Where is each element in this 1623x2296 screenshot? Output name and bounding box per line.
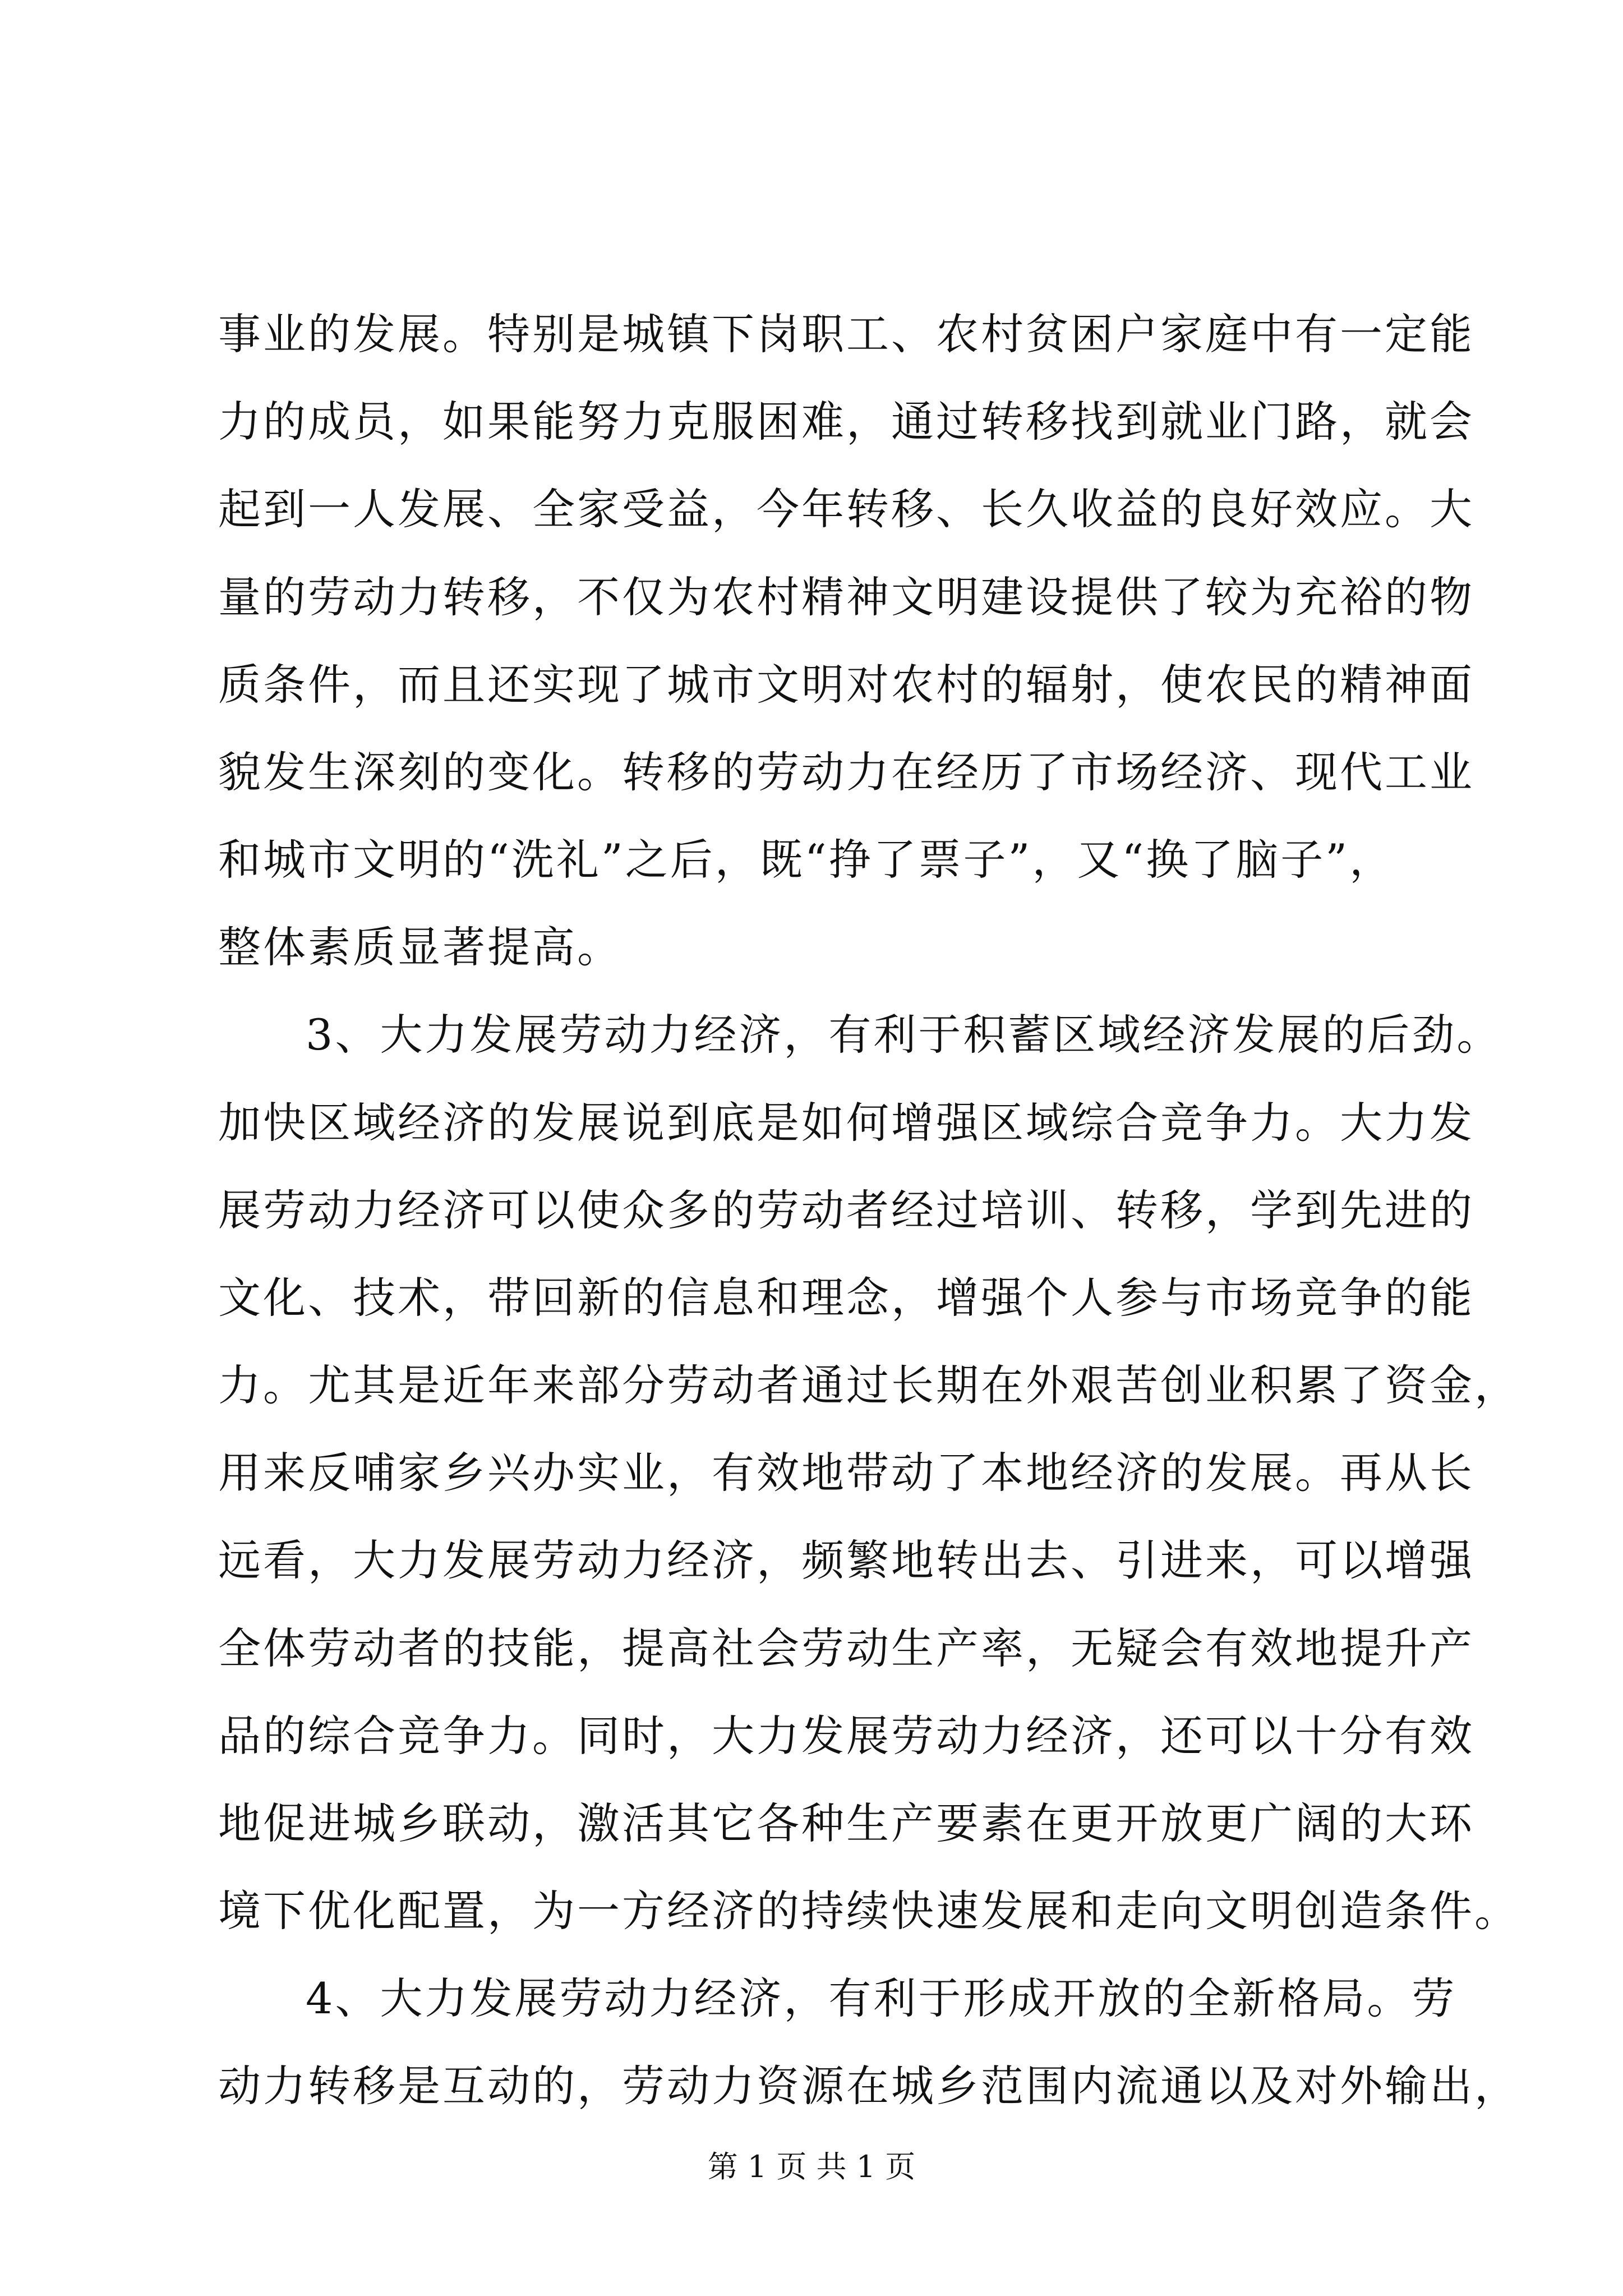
text-line: 文化、技术，带回新的信息和理念，增强个人参与市场竞争的能 <box>218 1273 1474 1323</box>
paragraph-start-line: 4、大力发展劳动力经济，有利于形成开放的全新格局。劳 <box>306 1973 1457 2023</box>
text-line: 地促进城乡联动，激活其它各种生产要素在更开放更广阔的大环 <box>218 1798 1474 1848</box>
text-line: 起到一人发展、全家受益，今年转移、长久收益的良好效应。大 <box>218 484 1474 534</box>
text-line: 品的综合竞争力。同时，大力发展劳动力经济，还可以十分有效 <box>218 1711 1474 1761</box>
text-line: 力的成员，如果能努力克服困难，通过转移找到就业门路，就会 <box>218 397 1474 447</box>
text-line: 事业的发展。特别是城镇下岗职工、农村贫困户家庭中有一定能 <box>218 309 1474 359</box>
page-footer: 第 1 页 共 1 页 <box>707 2149 916 2184</box>
paragraph-start-line: 3、大力发展劳动力经济，有利于积蓄区域经济发展的后劲。 <box>306 1010 1502 1060</box>
text-line: 境下优化配置，为一方经济的持续快速发展和走向文明创造条件。 <box>218 1886 1519 1936</box>
text-line: 貌发生深刻的变化。转移的劳动力在经历了市场经济、现代工业 <box>218 747 1474 797</box>
text-line: 量的劳动力转移，不仅为农村精神文明建设提供了较为充裕的物 <box>218 572 1474 622</box>
text-line: 远看，大力发展劳动力经济，频繁地转出去、引进来，可以增强 <box>218 1535 1474 1585</box>
text-line: 力。尤其是近年来部分劳动者通过长期在外艰苦创业积累了资金， <box>218 1360 1519 1410</box>
text-line: 质条件，而且还实现了城市文明对农村的辐射，使农民的精神面 <box>218 660 1474 710</box>
text-line: 用来反哺家乡兴办实业，有效地带动了本地经济的发展。再从长 <box>218 1448 1474 1498</box>
text-line: 加快区域经济的发展说到底是如何增强区域综合竞争力。大力发 <box>218 1098 1474 1148</box>
text-line: 和城市文明的“洗礼”之后，既“挣了票子”，又“换了脑子”， <box>218 835 1395 885</box>
text-line: 全体劳动者的技能，提高社会劳动生产率，无疑会有效地提升产 <box>218 1623 1474 1673</box>
text-line: 整体素质显著提高。 <box>218 922 622 972</box>
text-line: 展劳动力经济可以使众多的劳动者经过培训、转移，学到先进的 <box>218 1185 1474 1235</box>
text-line: 动力转移是互动的，劳动力资源在城乡范围内流通以及对外输出， <box>218 2061 1519 2111</box>
